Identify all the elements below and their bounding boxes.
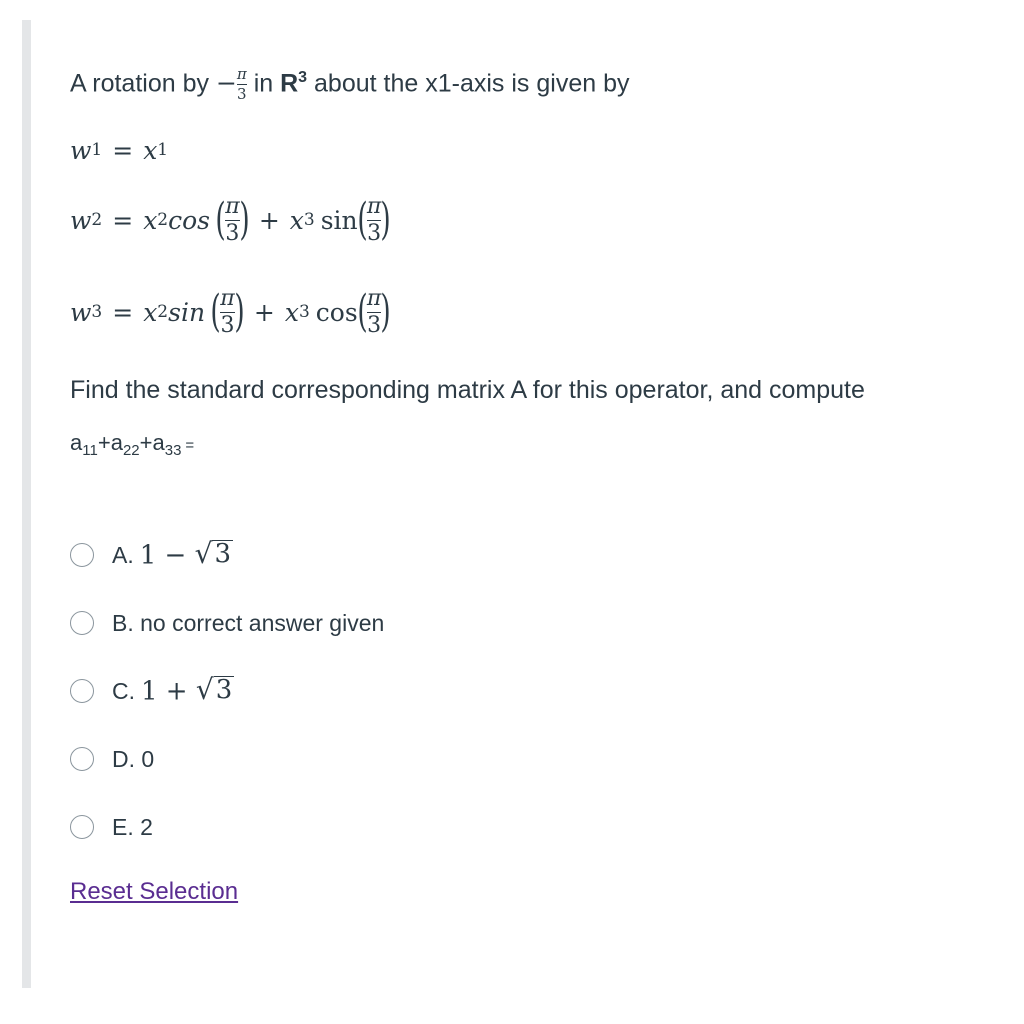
left-border-rule	[22, 20, 31, 988]
reset-selection-link[interactable]: Reset Selection	[70, 878, 239, 905]
intro-fraction: $\frac{\pi}{3}$	[236, 65, 247, 104]
radio-button-c[interactable]	[70, 679, 94, 703]
r-space: R	[280, 69, 299, 98]
option-b[interactable]: B. no correct answer given	[70, 598, 384, 648]
option-a[interactable]: A. 1 − √ 3	[70, 530, 233, 580]
option-c[interactable]: C. 1 + √ 3	[70, 666, 234, 716]
question-prompt: Find the standard corresponding matrix A for this operator, and compute	[70, 376, 865, 404]
equation-w1: w 1 = x 1	[70, 135, 169, 165]
radio-button-e[interactable]	[70, 815, 94, 839]
option-e[interactable]: E. 2	[70, 802, 153, 852]
radio-button-a[interactable]	[70, 543, 94, 567]
option-d[interactable]: D. 0	[70, 734, 154, 784]
radio-button-d[interactable]	[70, 747, 94, 771]
trace-expression: $a_{11}+a_{22}+a_{33}$ =	[70, 430, 195, 459]
equation-w3: w 3 = x 2 sin ( $\frac{\pi}{3}$ ) + x 3 cos ( $\frac{\pi}{3}$ )	[70, 285, 392, 338]
question-intro: A rotation by − $\frac{\pi}{3}$ in $R^3$ about the x1-axis is given by	[70, 65, 630, 104]
radio-button-b[interactable]	[70, 611, 94, 635]
equation-w2: w 2 = x 2 cos ( $\frac{\pi}{3}$ ) + x 3 sin ( $\frac{\pi}{3}$ )	[70, 193, 392, 246]
